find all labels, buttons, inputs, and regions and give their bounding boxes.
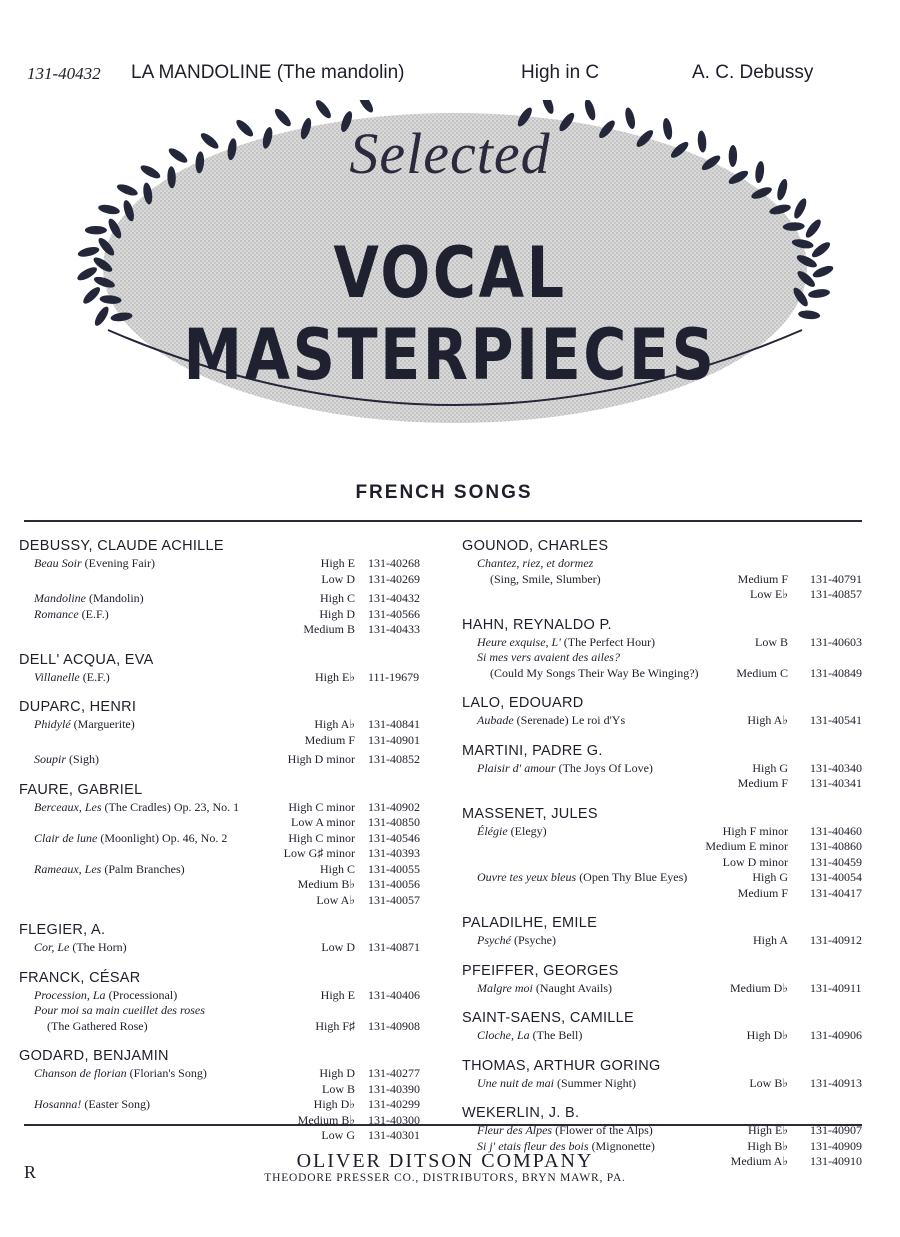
song-title: Villanelle bbox=[34, 669, 80, 684]
song-translation: (Flower of the Alps) bbox=[555, 1123, 653, 1137]
song-title: Si mes vers avaient des ailes? bbox=[477, 650, 620, 664]
song-translation: (Easter Song) bbox=[84, 1097, 150, 1111]
catalog-number: 131-40056 bbox=[368, 877, 420, 891]
song-key: High G bbox=[752, 870, 788, 884]
song-key: High F♯ bbox=[315, 1018, 355, 1033]
song-key: Medium F bbox=[737, 571, 788, 586]
top-divider bbox=[24, 520, 862, 522]
song-row bbox=[19, 670, 459, 686]
song-title: Si j' etais fleur des bois bbox=[477, 1138, 589, 1153]
song-title: Malgre moi bbox=[477, 980, 533, 995]
song-row bbox=[19, 1128, 459, 1144]
registered-mark: R bbox=[24, 1162, 37, 1182]
song-key: Medium F bbox=[737, 885, 788, 900]
composer-group bbox=[462, 962, 882, 997]
song-title: Chantez, riez, et dormez bbox=[477, 556, 594, 570]
song-translation: (The Horn) bbox=[72, 940, 127, 954]
song-row bbox=[462, 776, 882, 792]
song-row bbox=[462, 839, 882, 855]
laurel-leaf bbox=[540, 100, 556, 115]
catalog-number: 131-40340 bbox=[810, 760, 862, 775]
catalog-number: 131-40906 bbox=[810, 1028, 862, 1042]
catalog-number: 131-40269 bbox=[368, 571, 420, 586]
song-title: Berceaux, Les bbox=[34, 799, 102, 814]
composer-name: LALO, EDOUARD bbox=[462, 695, 584, 711]
song-key: High in C bbox=[521, 62, 600, 83]
song-key: High C minor bbox=[288, 830, 355, 845]
song-row bbox=[19, 1097, 459, 1113]
song-row bbox=[19, 1019, 459, 1035]
song-row bbox=[19, 862, 459, 878]
song-row bbox=[462, 666, 882, 682]
song-translation: (Mignonette) bbox=[591, 1138, 655, 1153]
song-composer: A. C. Debussy bbox=[692, 62, 814, 83]
composer-name: PALADILHE, EMILE bbox=[462, 915, 598, 931]
song-row bbox=[19, 815, 459, 831]
composer-name: FLEGIER, A. bbox=[19, 922, 106, 938]
song-title: Ouvre tes yeux bleus bbox=[477, 870, 577, 884]
song-key: Low D minor bbox=[722, 854, 788, 869]
song-row bbox=[19, 556, 459, 572]
catalog-number: 131-40841 bbox=[368, 717, 420, 731]
laurel-leaf bbox=[792, 197, 809, 220]
song-row bbox=[19, 572, 459, 588]
song-title: Élégie bbox=[477, 823, 508, 838]
catalog-number: 131-40603 bbox=[810, 634, 862, 649]
catalog-number: 131-40541 bbox=[810, 713, 862, 727]
catalog-number: 131-40057 bbox=[368, 892, 420, 907]
song-translation: (Moonlight) Op. 46, No. 2 bbox=[100, 830, 228, 845]
song-title: LA MANDOLINE (The mandolin) bbox=[131, 62, 405, 83]
song-translation: (Sigh) bbox=[69, 752, 100, 766]
song-key: High B♭ bbox=[747, 1138, 788, 1153]
publisher-name: OLIVER DITSON COMPANY bbox=[296, 1150, 594, 1172]
song-row bbox=[19, 607, 459, 623]
song-translation: (Evening Fair) bbox=[84, 556, 155, 570]
song-key: Medium D♭ bbox=[730, 980, 788, 995]
composer-group bbox=[19, 1047, 459, 1144]
song-translation: (E.F.) bbox=[82, 669, 110, 684]
song-row bbox=[19, 877, 459, 893]
song-key: High E♭ bbox=[748, 1123, 788, 1137]
composer-name: SAINT-SAENS, CAMILLE bbox=[462, 1010, 634, 1026]
song-key: High C bbox=[319, 861, 355, 876]
catalog-number: 131-40857 bbox=[810, 587, 862, 601]
catalog-number: 131-40432 bbox=[368, 591, 420, 605]
song-translation: (Marguerite) bbox=[73, 717, 135, 731]
song-translation: (Naught Avails) bbox=[535, 980, 612, 995]
composer-name: PFEIFFER, GEORGES bbox=[462, 962, 619, 979]
song-translation: (Sing, Smile, Slumber) bbox=[490, 571, 601, 586]
song-key: High D bbox=[319, 1066, 355, 1080]
catalog-number: 131-40901 bbox=[368, 732, 420, 747]
catalog-number: 131-40460 bbox=[810, 823, 862, 838]
song-translation: (Serenade) Le roi d'Ys bbox=[516, 713, 626, 727]
song-row bbox=[462, 713, 882, 729]
song-translation: (Could My Songs Their Way Be Winging?) bbox=[490, 665, 699, 680]
catalog-number: 131-40910 bbox=[810, 1154, 862, 1168]
composer-group bbox=[462, 616, 882, 682]
song-title: Mandoline bbox=[34, 591, 86, 605]
song-key: Low B♭ bbox=[749, 1075, 788, 1090]
song-row bbox=[19, 846, 459, 862]
song-title: Pour moi sa main cueillet des roses bbox=[34, 1003, 205, 1017]
catalog-number: 131-40566 bbox=[368, 606, 420, 621]
song-title: Fleur des Alpes bbox=[477, 1123, 553, 1137]
composer-group bbox=[462, 1009, 882, 1044]
song-row bbox=[462, 981, 882, 997]
catalog-number: 131-40277 bbox=[368, 1066, 420, 1080]
right-column bbox=[462, 537, 882, 1183]
catalog-number: 131-40301 bbox=[368, 1128, 420, 1142]
composer-name: FRANCK, CÉSAR bbox=[19, 969, 141, 986]
song-row bbox=[462, 635, 882, 651]
song-key: Low B bbox=[755, 634, 788, 649]
song-translation: (Elegy) bbox=[510, 823, 547, 838]
composer-group bbox=[462, 914, 882, 949]
song-key: Medium B♭ bbox=[297, 877, 355, 891]
song-row bbox=[462, 870, 882, 886]
song-translation: (Palm Branches) bbox=[104, 861, 185, 876]
song-key: High A♭ bbox=[314, 717, 355, 731]
song-key: Low D bbox=[321, 571, 355, 586]
song-row bbox=[462, 933, 882, 949]
composer-group bbox=[462, 537, 882, 603]
catalog-number: 131-40909 bbox=[810, 1138, 862, 1153]
composer-name: FAURE, GABRIEL bbox=[19, 781, 143, 798]
song-title: Aubade bbox=[477, 713, 514, 727]
song-key: Low B bbox=[322, 1081, 355, 1096]
song-key: High D♭ bbox=[746, 1028, 788, 1042]
song-row bbox=[19, 752, 459, 768]
song-row bbox=[19, 988, 459, 1004]
song-key: Medium B♭ bbox=[297, 1112, 355, 1127]
song-translation: (Psyche) bbox=[513, 933, 556, 947]
song-key: High G bbox=[752, 760, 788, 775]
publisher-distributor: THEODORE PRESSER CO., DISTRIBUTORS, BRYN MAWR, PA. bbox=[264, 1172, 626, 1184]
song-key: Low G bbox=[321, 1128, 355, 1142]
song-key: Medium F bbox=[737, 776, 788, 790]
catalog-number: 131-40417 bbox=[810, 885, 862, 900]
song-key: Medium A♭ bbox=[730, 1154, 788, 1168]
catalog-number: 131-40860 bbox=[810, 839, 862, 853]
catalog-number: 131-40432 bbox=[27, 64, 101, 83]
song-row bbox=[462, 886, 882, 902]
song-key: Low D bbox=[321, 940, 355, 954]
song-translation: (The Cradles) Op. 23, No. 1 bbox=[104, 799, 240, 814]
composer-name: MARTINI, PADRE G. bbox=[462, 742, 603, 759]
laurel-leaf bbox=[583, 100, 598, 121]
song-title: Rameaux, Les bbox=[34, 861, 102, 876]
composer-group bbox=[19, 781, 459, 909]
song-row bbox=[19, 622, 459, 638]
song-key: High E bbox=[320, 987, 355, 1002]
composer-group bbox=[19, 969, 459, 1035]
left-column bbox=[19, 537, 459, 1157]
composer-group bbox=[462, 694, 882, 729]
song-row bbox=[19, 733, 459, 749]
song-row bbox=[462, 855, 882, 871]
catalog-number: 131-40908 bbox=[368, 1018, 420, 1033]
song-key: High D bbox=[319, 606, 355, 621]
song-key: High E♭ bbox=[315, 669, 355, 684]
composer-group bbox=[19, 698, 459, 768]
catalog-number: 131-40912 bbox=[810, 933, 862, 947]
song-translation: (Processional) bbox=[108, 987, 178, 1002]
song-title: Beau Soir bbox=[34, 556, 82, 570]
song-title: Phidylé bbox=[34, 717, 71, 731]
catalog-number: 131-40913 bbox=[810, 1075, 862, 1090]
song-title: Procession, La bbox=[34, 987, 106, 1002]
song-row bbox=[462, 1028, 882, 1044]
catalog-number: 131-40055 bbox=[368, 861, 420, 876]
song-row bbox=[19, 800, 459, 816]
catalog-number: 131-40871 bbox=[368, 940, 420, 954]
catalog-number: 131-40459 bbox=[810, 854, 862, 869]
song-title: Romance bbox=[34, 606, 79, 621]
catalog-number: 131-40852 bbox=[368, 752, 420, 766]
song-row bbox=[462, 587, 882, 603]
song-translation: (E.F.) bbox=[81, 606, 109, 621]
composer-group bbox=[462, 742, 882, 792]
song-row bbox=[19, 1082, 459, 1098]
section-subtitle: FRENCH SONGS bbox=[355, 482, 533, 503]
catalog-number: 131-40791 bbox=[810, 571, 862, 586]
song-key: High D♭ bbox=[313, 1097, 355, 1111]
catalog-number: 131-40341 bbox=[810, 776, 862, 790]
composer-group bbox=[462, 1057, 882, 1092]
composer-name: DEBUSSY, CLAUDE ACHILLE bbox=[19, 538, 224, 554]
composer-name: DUPARC, HENRI bbox=[19, 699, 137, 715]
song-key: High C bbox=[319, 591, 355, 605]
composer-name: GOUNOD, CHARLES bbox=[462, 538, 609, 554]
catalog-number: 131-40433 bbox=[368, 622, 420, 636]
song-row bbox=[19, 1003, 459, 1019]
song-key: High E bbox=[320, 556, 355, 570]
song-key: High C minor bbox=[288, 799, 355, 814]
song-row bbox=[19, 717, 459, 733]
song-translation: (The Joys Of Love) bbox=[558, 760, 653, 775]
composer-name: MASSENET, JULES bbox=[462, 805, 598, 822]
laurel-leaf bbox=[313, 100, 333, 120]
composer-group bbox=[19, 921, 459, 956]
catalog-number: 131-40268 bbox=[368, 556, 420, 570]
song-row bbox=[19, 893, 459, 909]
song-translation: (The Gathered Rose) bbox=[47, 1018, 148, 1033]
song-row bbox=[19, 591, 459, 607]
song-key: Low E♭ bbox=[750, 587, 788, 601]
song-key: Medium C bbox=[736, 665, 788, 680]
song-key: Low A♭ bbox=[316, 892, 355, 907]
catalog-number: 131-40850 bbox=[368, 815, 420, 829]
song-title: Soupir bbox=[34, 752, 67, 766]
catalog-number: 131-40406 bbox=[368, 987, 420, 1002]
song-row bbox=[462, 824, 882, 840]
song-row bbox=[462, 556, 882, 572]
song-key: High A bbox=[752, 933, 788, 947]
catalog-number: 131-40849 bbox=[810, 665, 862, 680]
song-translation: (Florian's Song) bbox=[129, 1066, 207, 1080]
song-key: High A♭ bbox=[747, 713, 788, 727]
composer-group bbox=[19, 651, 459, 686]
song-row bbox=[19, 940, 459, 956]
song-key: Medium F bbox=[304, 732, 355, 747]
song-key: Medium B bbox=[303, 622, 355, 636]
catalog-number: 131-40390 bbox=[368, 1081, 420, 1096]
song-title: Cor, Le bbox=[34, 940, 70, 954]
song-key: Low A minor bbox=[290, 815, 355, 829]
song-key: Medium E minor bbox=[705, 839, 788, 853]
composer-name: HAHN, REYNALDO P. bbox=[462, 616, 612, 633]
composer-name: WEKERLIN, J. B. bbox=[462, 1105, 580, 1121]
banner-script-word: Selected bbox=[349, 121, 551, 186]
song-title: Plaisir d' amour bbox=[477, 760, 556, 775]
bottom-divider bbox=[24, 1124, 862, 1126]
song-row bbox=[462, 761, 882, 777]
composer-name: THOMAS, ARTHUR GORING bbox=[462, 1057, 661, 1074]
laurel-leaf bbox=[97, 203, 120, 216]
song-title: Chanson de florian bbox=[34, 1066, 127, 1080]
composer-group bbox=[19, 537, 459, 638]
song-row bbox=[19, 831, 459, 847]
song-translation: (The Bell) bbox=[532, 1028, 583, 1042]
song-title: Heure exquise, L' bbox=[477, 634, 561, 649]
laurel-leaf bbox=[356, 100, 375, 115]
song-translation: (The Perfect Hour) bbox=[563, 634, 656, 649]
catalog-number: 131-40299 bbox=[368, 1097, 420, 1111]
catalog-number: 131-40546 bbox=[368, 830, 420, 845]
composer-name: DELL' ACQUA, EVA bbox=[19, 651, 154, 668]
song-title: Une nuit de mai bbox=[477, 1075, 554, 1090]
song-title: Psyché bbox=[477, 933, 511, 947]
song-key: Low G♯ minor bbox=[283, 846, 355, 860]
catalog-number: 131-40054 bbox=[810, 870, 862, 884]
catalog-number: 131-40300 bbox=[368, 1112, 420, 1127]
song-translation: (Open Thy Blue Eyes) bbox=[579, 870, 688, 884]
composer-group bbox=[462, 805, 882, 902]
song-key: High D minor bbox=[287, 752, 355, 766]
catalog-number: 131-40911 bbox=[810, 980, 862, 995]
song-key: High F minor bbox=[722, 823, 788, 838]
song-row bbox=[462, 1076, 882, 1092]
song-translation: (Mandolin) bbox=[89, 591, 144, 605]
catalog-number: 131-40902 bbox=[368, 799, 420, 814]
catalog-number: 131-40907 bbox=[810, 1123, 862, 1137]
composer-name: GODARD, BENJAMIN bbox=[19, 1048, 169, 1064]
song-row bbox=[19, 1066, 459, 1082]
song-row bbox=[462, 650, 882, 666]
song-title: Clair de lune bbox=[34, 830, 98, 845]
catalog-number: 131-40393 bbox=[368, 846, 420, 860]
header-line bbox=[0, 62, 900, 88]
song-title: Hosanna! bbox=[34, 1097, 82, 1111]
catalog-number: 111-19679 bbox=[368, 669, 420, 684]
song-title: Cloche, La bbox=[477, 1028, 530, 1042]
song-row bbox=[462, 572, 882, 588]
song-translation: (Summer Night) bbox=[557, 1075, 636, 1090]
banner-title: VOCAL MASTERPIECES bbox=[183, 232, 717, 396]
